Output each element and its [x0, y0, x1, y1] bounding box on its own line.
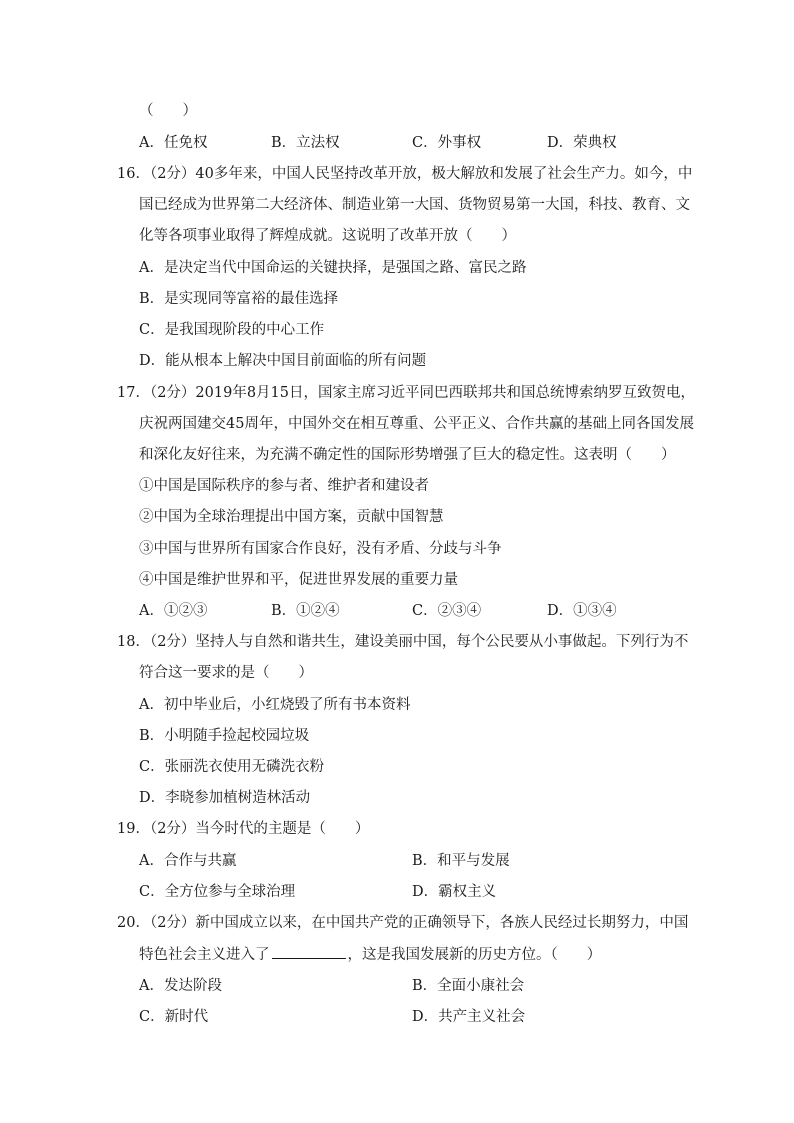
q20-option-a[interactable]: A．发达阶段 — [139, 978, 222, 994]
q17-statement-2: ②中国为全球治理提出中国方案，贡献中国智慧 — [139, 509, 444, 525]
q17-option-b[interactable]: B．①②④ — [271, 603, 340, 619]
q18-option-d[interactable]: D．李晓参加植树造林活动 — [139, 790, 311, 806]
q18-stem-line-2: 符合这一要求的是（ ） — [139, 665, 313, 681]
q15-stem-tail: （ ） — [139, 103, 197, 119]
q17-stem-line-3: 和深化友好往来，为充满不确定性的国际形势增强了巨大的稳定性。这表明（ ） — [139, 447, 676, 463]
q17-statement-1: ①中国是国际秩序的参与者、维护者和建设者 — [139, 478, 429, 494]
q19-option-b[interactable]: B．和平与发展 — [412, 853, 510, 869]
q20-option-d[interactable]: D．共产主义社会 — [412, 1009, 526, 1025]
q15-option-d[interactable]: D．荣典权 — [547, 135, 617, 151]
q20-stem-line-2 — [139, 944, 601, 965]
q19-option-d[interactable]: D．霸权主义 — [412, 884, 497, 900]
q20-option-b[interactable]: B．全面小康社会 — [412, 978, 525, 994]
q18-stem-line-1: 18．（2分）坚持人与自然和谐共生，建设美丽中国，每个公民要从小事做起。下列行为不 — [117, 634, 689, 650]
q16-stem-line-3: 化等各项事业取得了辉煌成就。这说明了改革开放（ ） — [139, 228, 516, 244]
q17-statement-4: ④中国是维护世界和平，促进世界发展的重要力量 — [139, 572, 458, 588]
q19-option-a[interactable]: A．合作与共赢 — [139, 853, 237, 869]
q20-stem-line-2-post: ，这是我国发展新的历史方位。（ ） — [347, 947, 602, 963]
q16-stem-line-2: 国已经成为世界第二大经济体、制造业第一大国、货物贸易第一大国，科技、教育、文 — [139, 197, 690, 213]
q19-option-c[interactable]: C．全方位参与全球治理 — [139, 884, 296, 900]
q17-stem-line-2: 庆祝两国建交45周年，中国外交在相互尊重、公平正义、合作共赢的基础上同各国发展 — [139, 416, 694, 432]
q20-stem-line-2-pre: 特色社会主义进入了 — [139, 947, 270, 963]
fill-in-blank[interactable] — [272, 944, 346, 959]
q17-option-c[interactable]: C．②③④ — [412, 603, 482, 619]
q19-stem-line-1: 19．（2分）当今时代的主题是（ ） — [117, 821, 370, 837]
q18-option-a[interactable]: A．初中毕业后，小红烧毁了所有书本资料 — [139, 697, 411, 713]
q15-option-a[interactable]: A．任免权 — [139, 135, 208, 151]
q16-stem-line-1: 16．（2分）40多年来，中国人民坚持改革开放，极大解放和发展了社会生产力。如今，中 — [117, 166, 693, 182]
q20-stem-line-1: 20．（2分）新中国成立以来，在中国共产党的正确领导下，各族人民经过长期努力，中国 — [117, 915, 689, 931]
q17-stem-line-1: 17．（2分）2019年8月15日，国家主席习近平同巴西联邦共和国总统博索纳罗互致贺电， — [117, 385, 696, 401]
q17-statement-3: ③中国与世界所有国家合作良好，没有矛盾、分歧与斗争 — [139, 541, 502, 557]
q16-option-d[interactable]: D．能从根本上解决中国目前面临的所有问题 — [139, 353, 427, 369]
q18-option-c[interactable]: C．张丽洗衣使用无磷洗衣粉 — [139, 759, 325, 775]
q16-option-a[interactable]: A．是决定当代中国命运的关键抉择，是强国之路、富民之路 — [139, 260, 527, 276]
q15-option-c[interactable]: C．外事权 — [412, 135, 482, 151]
q18-option-b[interactable]: B．小明随手捡起校园垃圾 — [139, 728, 310, 744]
q17-option-a[interactable]: A．①②③ — [139, 603, 208, 619]
q17-option-d[interactable]: D．①③④ — [547, 603, 617, 619]
q15-option-b[interactable]: B．立法权 — [271, 135, 340, 151]
q16-option-b[interactable]: B．是实现同等富裕的最佳选择 — [139, 291, 339, 307]
q16-option-c[interactable]: C．是我国现阶段的中心工作 — [139, 322, 325, 338]
q20-option-c[interactable]: C．新时代 — [139, 1009, 209, 1025]
